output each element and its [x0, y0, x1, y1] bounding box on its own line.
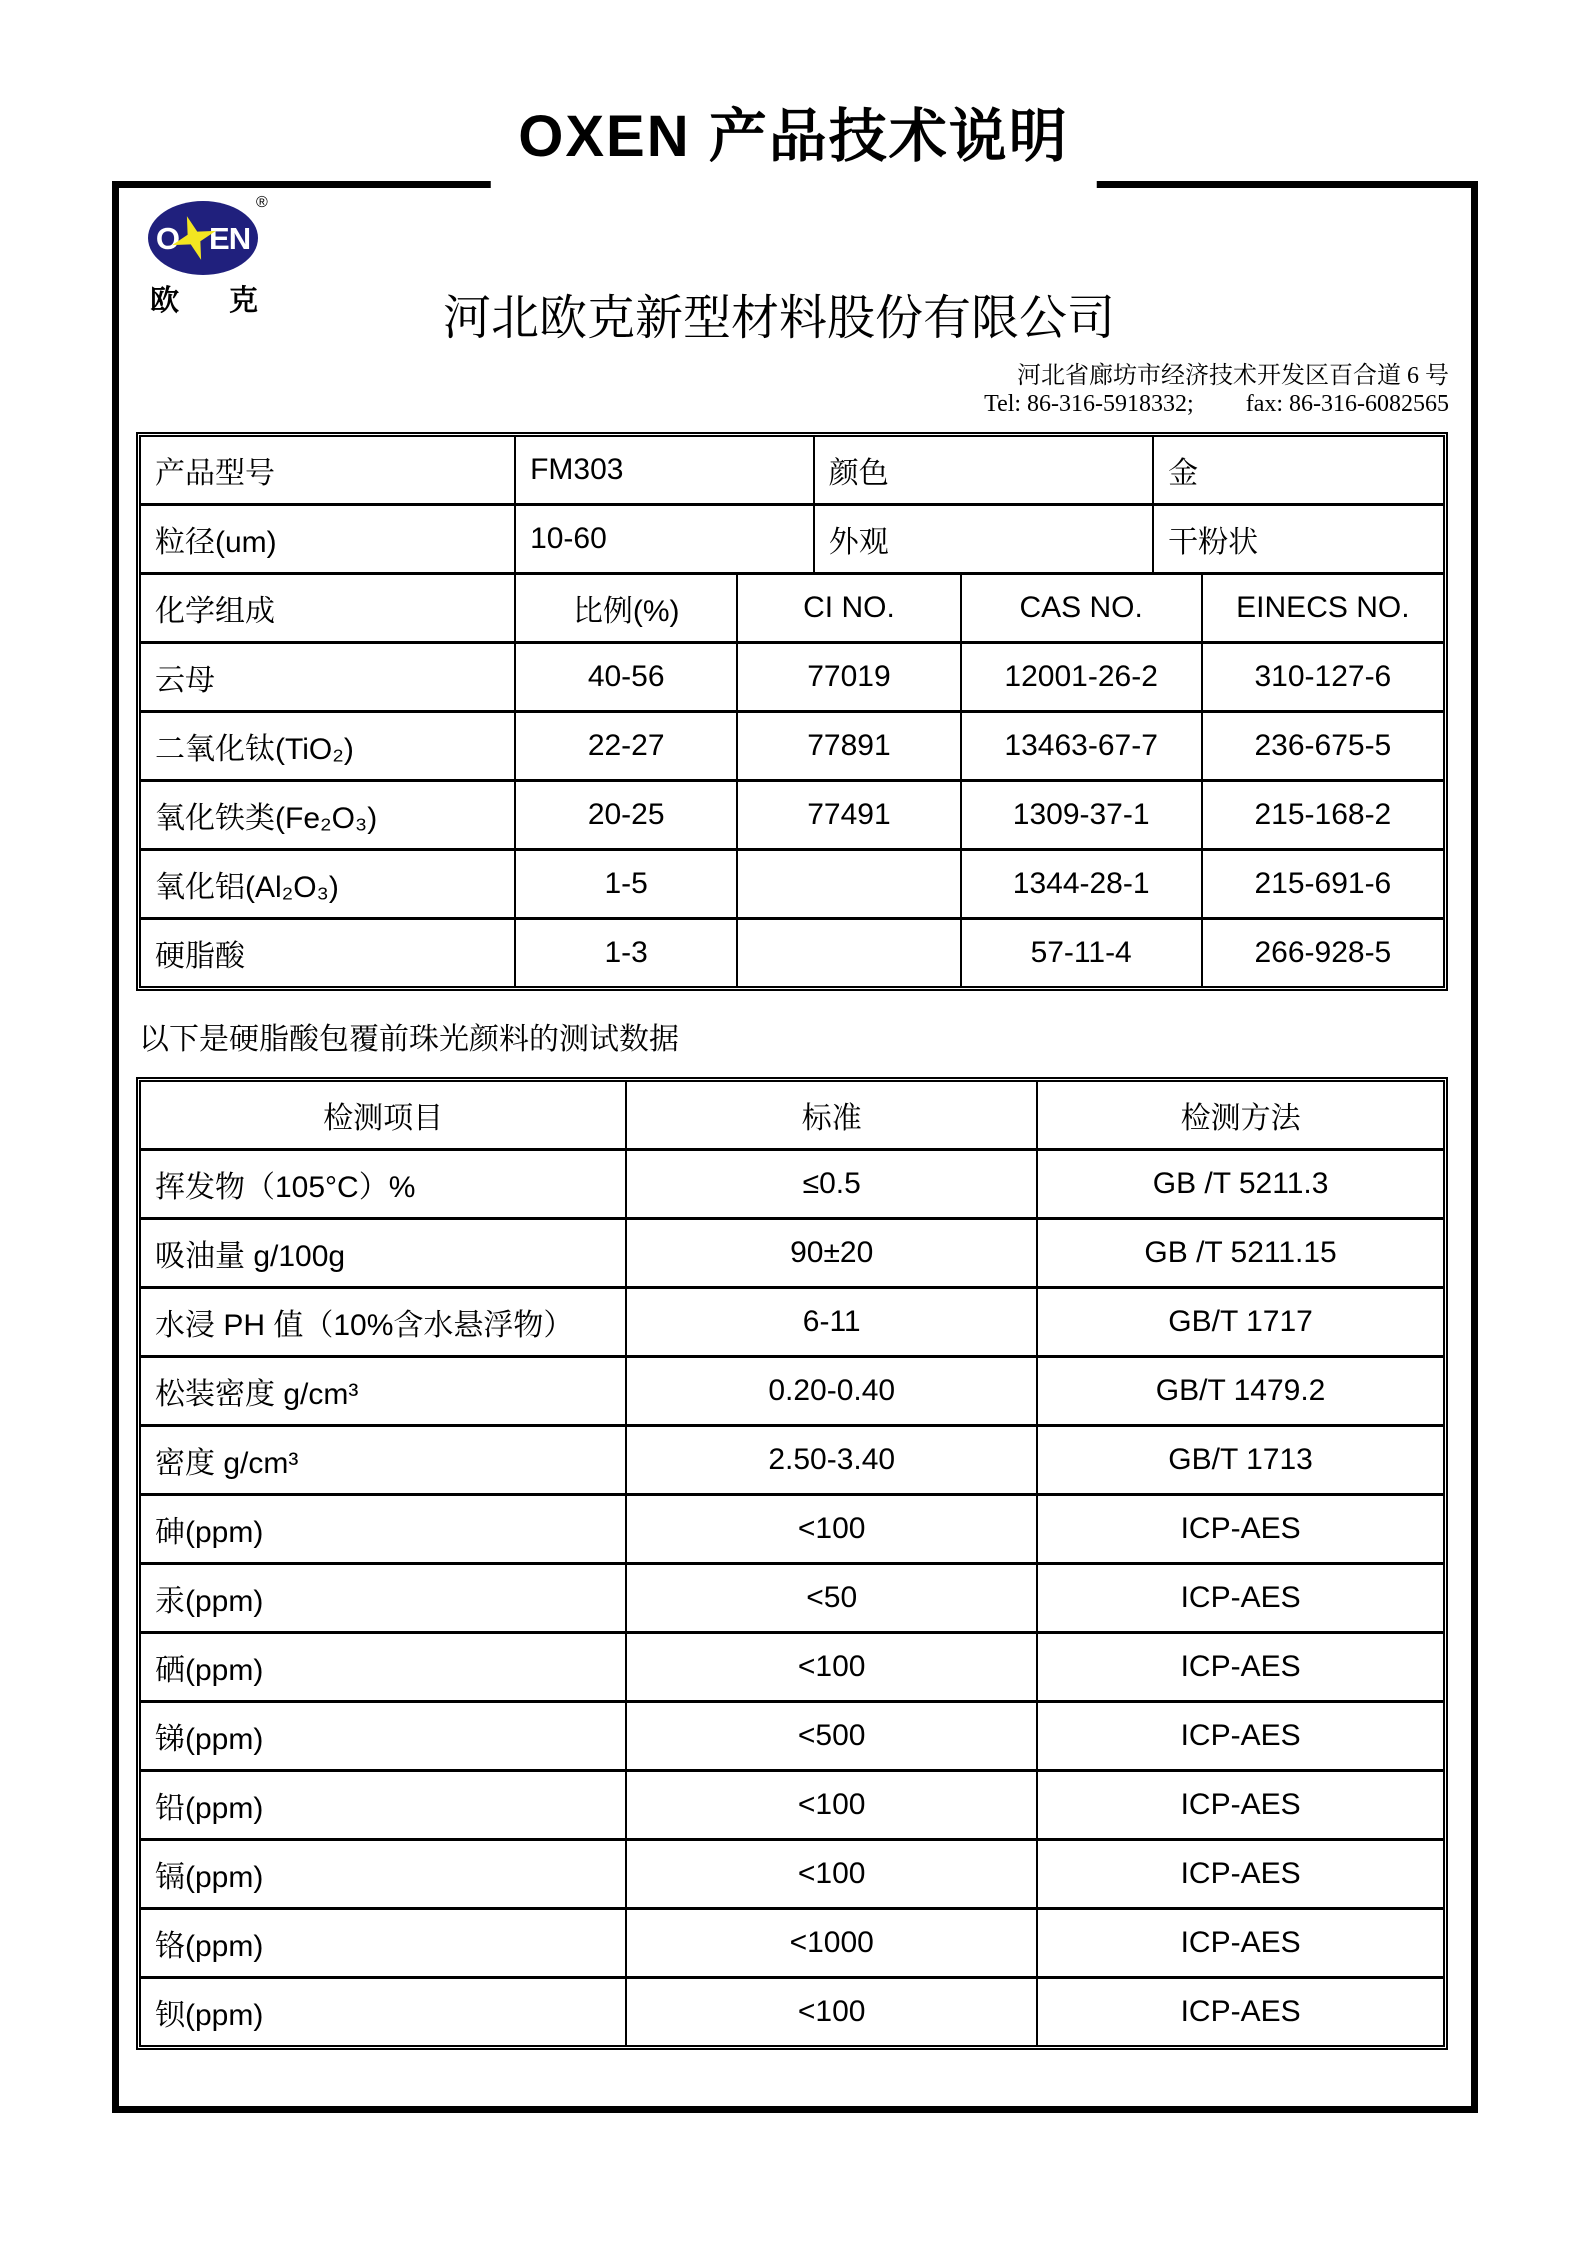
table-row [141, 712, 1443, 781]
comp-name-cell: 硬脂酸 [141, 919, 515, 987]
comp-einecs-cell: 215-168-2 [1202, 781, 1443, 850]
test-method-cell: GB/T 1717 [1037, 1288, 1443, 1357]
test-header-method: 检测方法 [1037, 1082, 1443, 1150]
test-item-cell: 水浸 PH 值（10%含水悬浮物） [141, 1288, 626, 1357]
comp-ci-cell: 77491 [737, 781, 960, 850]
test-standard-cell: <100 [626, 1771, 1037, 1840]
test-item-cell: 硒(ppm) [141, 1633, 626, 1702]
test-standard-cell: <500 [626, 1702, 1037, 1771]
particle-size-label: 粒径(um) [141, 505, 515, 573]
test-header-item: 检测项目 [323, 1102, 444, 1135]
test-method-cell: ICP-AES [1037, 1771, 1443, 1840]
test-item-cell: 钡(ppm) [141, 1978, 626, 2046]
table-row [141, 643, 1443, 712]
comp-header-ratio: 比例(%) [515, 574, 737, 643]
logo-chinese-name [150, 287, 258, 316]
test-item-cell: 锑(ppm) [141, 1702, 626, 1771]
table-row [141, 850, 1443, 919]
table-row [141, 437, 1443, 505]
test-data-table [136, 1077, 1448, 2050]
appearance-value: 干粉状 [1153, 505, 1443, 573]
address-line: 河北省廊坊市经济技术开发区百合道 6 号 [1017, 363, 1449, 389]
company-name: 河北欧克新型材料股份有限公司 [443, 292, 1116, 345]
test-standard-cell: <100 [626, 1633, 1037, 1702]
product-model-value: FM303 [515, 437, 814, 505]
comp-einecs-cell: 266-928-5 [1202, 919, 1443, 987]
comp-ratio-cell: 1-5 [515, 850, 737, 919]
comp-header-name: 化学组成 [141, 574, 515, 643]
table-row [141, 1495, 1443, 1564]
test-method-cell: ICP-AES [1037, 1495, 1443, 1564]
test-standard-cell: <1000 [626, 1909, 1037, 1978]
comp-cas-cell: 1309-37-1 [961, 781, 1202, 850]
test-standard-cell: 0.20-0.40 [626, 1357, 1037, 1426]
particle-size-value: 10-60 [515, 505, 814, 573]
test-standard-cell: <50 [626, 1564, 1037, 1633]
table-row [141, 781, 1443, 850]
test-method-cell: ICP-AES [1037, 1633, 1443, 1702]
test-method-cell: ICP-AES [1037, 1564, 1443, 1633]
table-row [141, 1771, 1443, 1840]
test-item-cell: 砷(ppm) [141, 1495, 626, 1564]
comp-ratio-cell: 40-56 [515, 643, 737, 712]
test-standard-cell: 6-11 [626, 1288, 1037, 1357]
test-method-cell: ICP-AES [1037, 1909, 1443, 1978]
table-row [141, 919, 1443, 987]
table-row [141, 1564, 1443, 1633]
test-method-cell: ICP-AES [1037, 1840, 1443, 1909]
test-method-cell: ICP-AES [1037, 1702, 1443, 1771]
comp-ratio-cell: 1-3 [515, 919, 737, 987]
comp-name-cell: 云母 [141, 643, 515, 712]
address-block [984, 362, 1449, 419]
test-item-cell: 吸油量 g/100g [141, 1219, 626, 1288]
comp-ratio-cell: 20-25 [515, 781, 737, 850]
logo-cn-right: 克 [228, 285, 258, 317]
registered-trademark-mark: ® [256, 194, 268, 211]
appearance-label: 外观 [814, 505, 1153, 573]
table-row [141, 1840, 1443, 1909]
comp-ci-cell [737, 850, 960, 919]
comp-ci-cell: 77019 [737, 643, 960, 712]
test-item-cell: 挥发物（105°C）% [141, 1150, 626, 1219]
fax-number: fax: 86-316-6082565 [1245, 391, 1449, 418]
table-row [141, 574, 1443, 643]
test-method-cell: ICP-AES [1037, 1978, 1443, 2046]
test-method-cell: GB /T 5211.3 [1037, 1150, 1443, 1219]
comp-ci-cell: 77891 [737, 712, 960, 781]
test-item-cell: 汞(ppm) [141, 1564, 626, 1633]
table-row [141, 1702, 1443, 1771]
test-method-cell: GB/T 1713 [1037, 1426, 1443, 1495]
test-item-cell: 镉(ppm) [141, 1840, 626, 1909]
table-row [141, 1288, 1443, 1357]
test-item-cell: 松装密度 g/cm³ [141, 1357, 626, 1426]
tel-number: Tel: 86-316-5918332; [984, 391, 1194, 418]
color-label: 颜色 [814, 437, 1153, 505]
comp-cas-cell: 12001-26-2 [961, 643, 1202, 712]
test-standard-cell: <100 [626, 1840, 1037, 1909]
contact-line [984, 390, 1449, 418]
comp-einecs-cell: 215-691-6 [1202, 850, 1443, 919]
note-text: 以下是硬脂酸包覆前珠光颜料的测试数据 [139, 1023, 679, 1056]
test-item-cell: 密度 g/cm³ [141, 1426, 626, 1495]
product-model-label: 产品型号 [155, 457, 275, 490]
logo-letters-en: EN [209, 220, 251, 256]
test-header-standard: 标准 [626, 1082, 1037, 1150]
test-standard-cell: <100 [626, 1495, 1037, 1564]
comp-name-cell: 二氧化钛(TiO₂) [141, 712, 515, 781]
document-frame [112, 181, 1478, 2113]
comp-cas-cell: 1344-28-1 [961, 850, 1202, 919]
test-item-cell: 铅(ppm) [141, 1771, 626, 1840]
comp-header-ci: CI NO. [737, 574, 960, 643]
oxen-logo [148, 194, 268, 317]
table-row [141, 1082, 1443, 1150]
test-standard-cell: 2.50-3.40 [626, 1426, 1037, 1495]
oxen-logo-ellipse [148, 201, 258, 275]
table-row [141, 1909, 1443, 1978]
comp-cas-cell: 57-11-4 [961, 919, 1202, 987]
star-icon [171, 215, 217, 261]
test-item-cell: 铬(ppm) [141, 1909, 626, 1978]
comp-cas-cell: 13463-67-7 [961, 712, 1202, 781]
color-value: 金 [1153, 437, 1443, 505]
test-standard-cell: <100 [626, 1978, 1037, 2046]
table-row [141, 1219, 1443, 1288]
comp-header-einecs: EINECS NO. [1202, 574, 1443, 643]
table-row [141, 1357, 1443, 1426]
comp-header-cas: CAS NO. [961, 574, 1202, 643]
composition-table [141, 572, 1443, 986]
test-standard-cell: ≤0.5 [626, 1150, 1037, 1219]
logo-letter-o: O [155, 220, 180, 256]
table-row [141, 1426, 1443, 1495]
test-method-cell: GB /T 5211.15 [1037, 1219, 1443, 1288]
table-row [141, 1978, 1443, 2046]
comp-einecs-cell: 310-127-6 [1202, 643, 1443, 712]
comp-einecs-cell: 236-675-5 [1202, 712, 1443, 781]
table-row [141, 505, 1443, 573]
page-title: OXEN 产品技术说明 [490, 104, 1097, 189]
test-method-cell: GB/T 1479.2 [1037, 1357, 1443, 1426]
comp-name-cell: 氧化铁类(Fe₂O₃) [141, 781, 515, 850]
logo-cn-left: 欧 [150, 285, 180, 317]
comp-name-cell: 氧化铝(Al₂O₃) [141, 850, 515, 919]
test-standard-cell: 90±20 [626, 1219, 1037, 1288]
comp-ratio-cell: 22-27 [515, 712, 737, 781]
table-row [141, 1150, 1443, 1219]
product-basic-table [141, 437, 1443, 572]
product-spec-table [136, 432, 1448, 991]
comp-ci-cell [737, 919, 960, 987]
table-row [141, 1633, 1443, 1702]
